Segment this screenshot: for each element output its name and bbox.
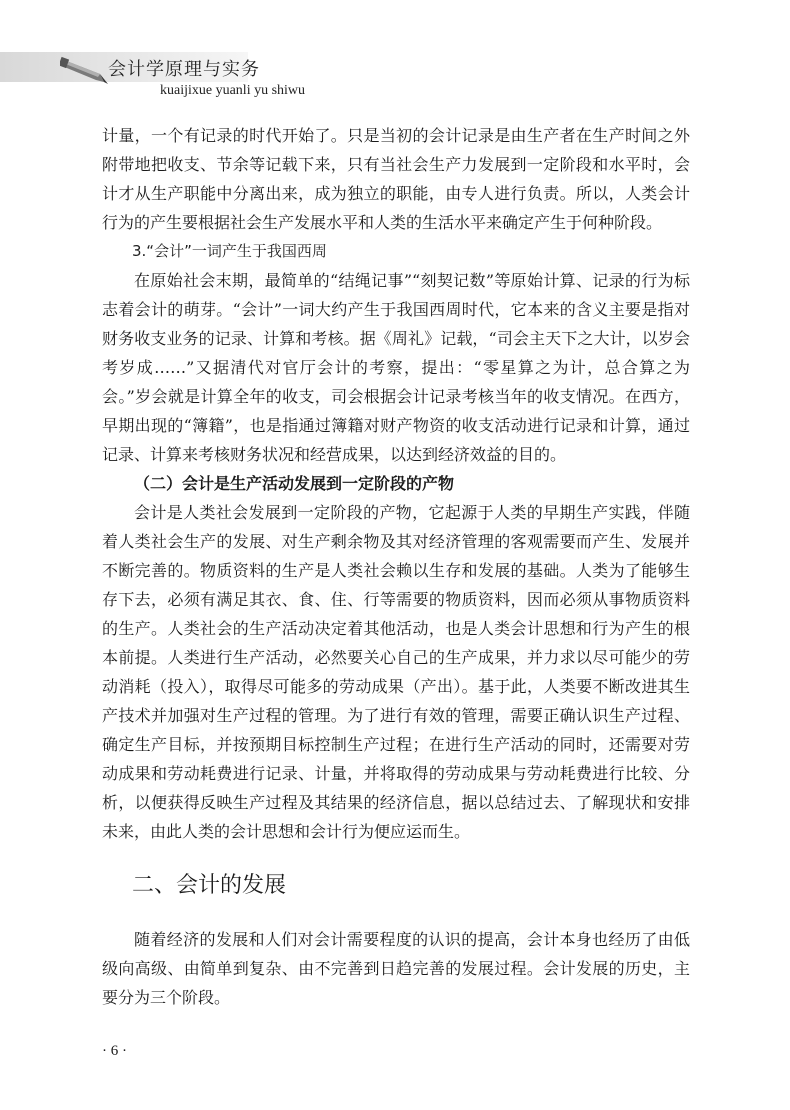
subheading: 3.“会计”一词产生于我国西周 [132,242,327,260]
paragraph: 会计是人类社会发展到一定阶段的产物，它起源于人类的早期生产实践，伴随着人类社会生产的发展、对生产剩余物及其对经济管理的客观需要而产生、发展并不断完善的。物质资料的生产是人类社会赖以生存和发展的基础。人类为了能够生存下去，必须有满足其衣、食、住、行等需要的物质资料，因而必须从事物质资料的生产。人类社会的生产活动决定着其他活动，也是人类会计思想和行为产生的根本前提。人类进行生产活动，必然要关心自己的生产成果，并力求以尽可能少的劳动消耗（投入），取得尽可能多的劳动成果（产出）。基于此，人类要不断改进其生产技术并加强对生产过程的管理。为了进行有效的管理，需要正确认识生产过程、确定生产目标，并按预期目标控制生产过程；在进行生产活动的同时，还需要对劳动成果和劳动耗费进行记录、计量，并将取得的劳动成果与劳动耗费进行比较、分析，以便获得反映生产过程及其结果的经济信息，据以总结过去、了解现状和安排未来，由此人类的会计思想和会计行为便应运而生。 [102,503,690,841]
body-text-block [102,925,690,1012]
body-text-block [102,121,690,846]
paragraph: 随着经济的发展和人们对会计需要程度的认识的提高，会计本身也经历了由低级向高级、由简单到复杂、由不完善到日趋完善的发展过程。会计发展的历史，主要分为三个阶段。 [102,930,690,1007]
paragraph: 计量，一个有记录的时代开始了。只是当初的会计记录是由生产者在生产时间之外附带地把收支、节余等记载下来，只有当社会生产力发展到一定阶段和水平时，会计才从生产职能中分离出来，成为独立的职能，由专人进行负责。所以，人类会计行为的产生要根据社会生产发展水平和人类的生活水平来确定产生于何种阶段。 [102,126,690,232]
paragraph: 在原始社会末期，最简单的“结绳记事”“刻契记数”等原始计算、记录的行为标志着会计的萌芽。“会计”一词大约产生于我国西周时代，它本来的含义主要是指对财务收支业务的记录、计算和考核。据《周礼》记载，“司会主天下之大计，以岁会考岁成……”又据清代对官厅会计的考察，提出：“零星算之为计，总合算之为会。”岁会就是计算全年的收支，司会根据会计记录考核当年的收支情况。在西方，早期出现的“簿籍”，也是指通过簿籍对财产物资的收支活动进行记录和计算，通过记录、计算来考核财务状况和经营成果，以达到经济效益的目的。 [102,271,690,464]
page-number: · 6 · [102,1043,127,1059]
section-heading: 二、会计的发展 [132,873,287,898]
running-header-title: 会计学原理与实务 [108,59,260,80]
heading: （二）会计是生产活动发展到一定阶段的产物 [134,474,455,493]
running-header-pinyin: kuaijixue yuanli yu shiwu [160,83,306,98]
pen-icon [60,46,110,86]
